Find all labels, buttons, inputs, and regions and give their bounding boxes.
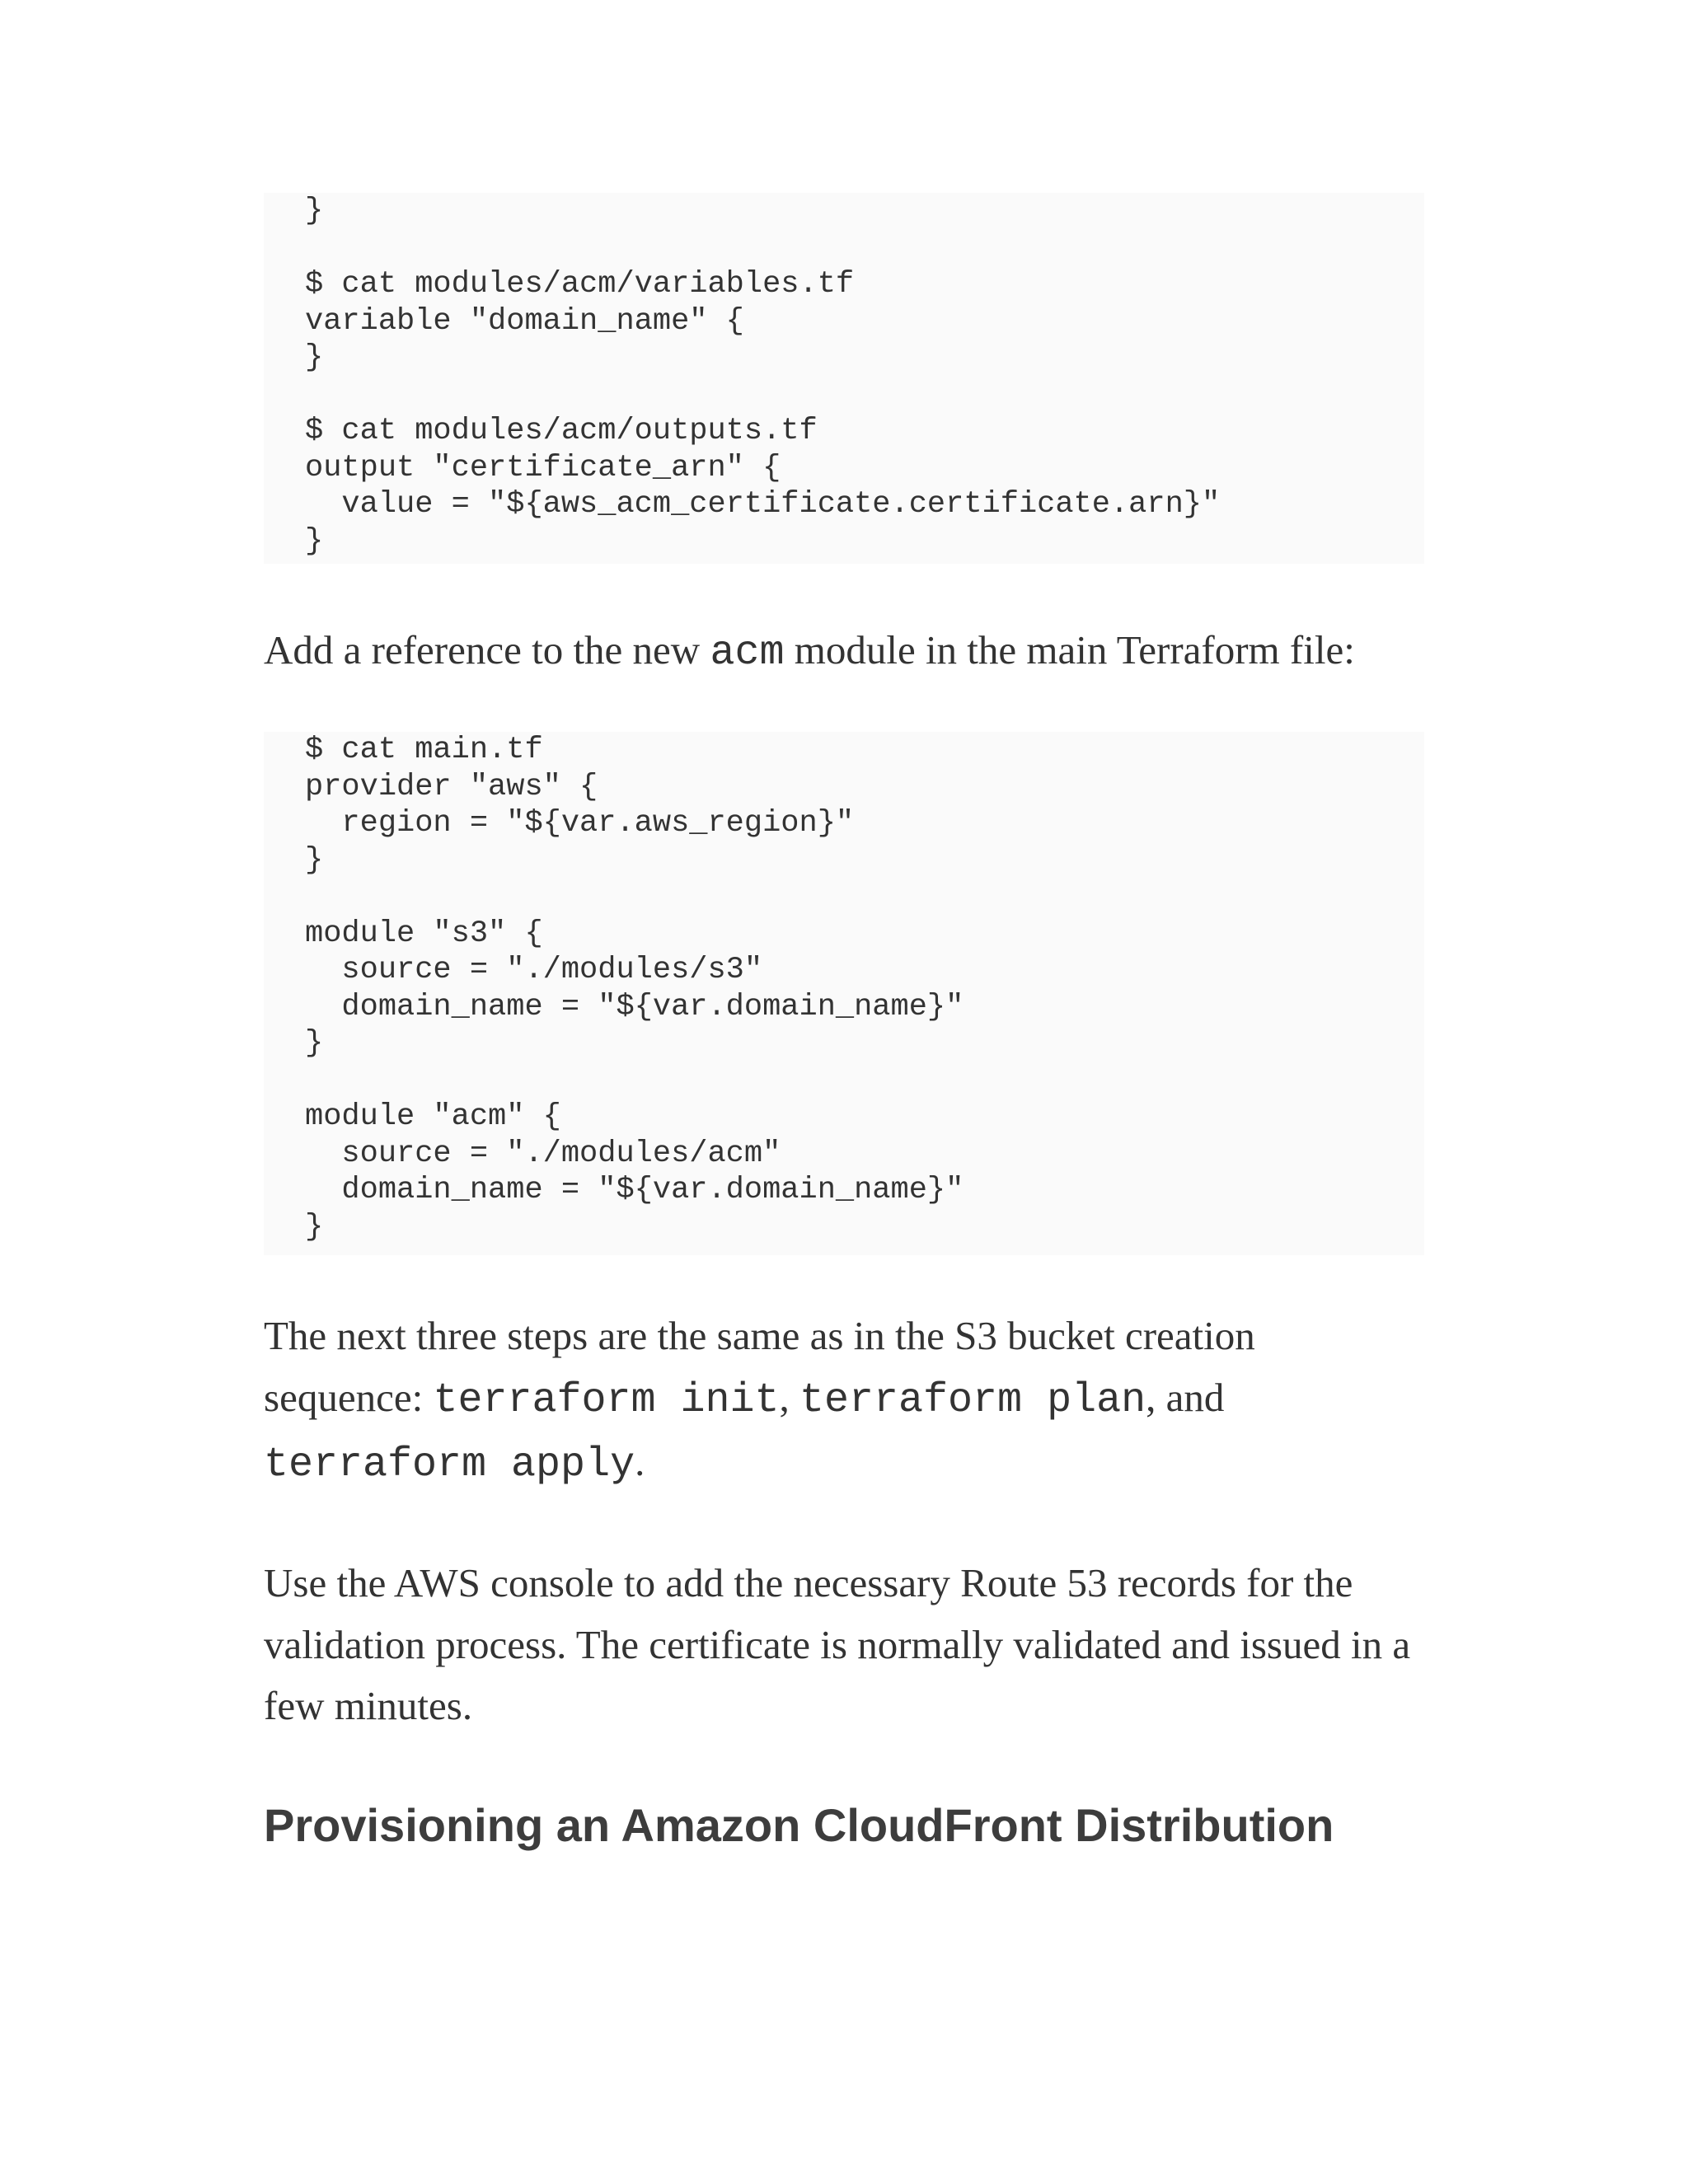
paragraph-next-steps: [264, 1305, 1418, 1497]
code-blank-line: [305, 879, 1424, 916]
code-line: domain_name = "${var.domain_name}": [305, 989, 964, 1024]
code-line: }: [305, 1026, 324, 1061]
inline-code-terraform-init: terraform init: [433, 1376, 780, 1424]
code-line: domain_name = "${var.domain_name}": [305, 1173, 964, 1207]
paragraph-text: , and: [1146, 1374, 1225, 1420]
paragraph-text: The next three steps are the same as in the S3 bucket creation sequence:: [264, 1313, 1255, 1420]
code-line: }: [305, 842, 324, 878]
paragraph-text: Add a reference to the new: [264, 627, 710, 673]
code-line: $ cat modules/acm/outputs.tf: [305, 414, 818, 448]
code-line: }: [305, 194, 324, 228]
code-line: $ cat modules/acm/variables.tf: [305, 267, 855, 302]
code-line: }: [305, 1209, 324, 1244]
inline-code-terraform-apply: terraform apply: [264, 1441, 635, 1488]
code-line: module "s3" {: [305, 916, 543, 951]
code-line: $ cat main.tf: [305, 733, 543, 767]
code-blank-line: [305, 377, 1424, 414]
code-line: variable "domain_name" {: [305, 303, 744, 339]
code-line: }: [305, 523, 324, 559]
code-line: module "acm" {: [305, 1099, 561, 1134]
code-line: provider "aws" {: [305, 769, 598, 804]
code-block-acm-files: [264, 193, 1424, 564]
paragraph-text: .: [635, 1439, 645, 1484]
code-blank-line: [305, 1062, 1424, 1099]
inline-code-terraform-plan: terraform plan: [799, 1376, 1146, 1424]
code-line: output "certificate_arn" {: [305, 450, 781, 485]
code-line: source = "./modules/s3": [305, 953, 763, 987]
inline-code-acm: acm: [710, 630, 785, 677]
code-line: }: [305, 340, 324, 375]
code-blank-line: [305, 230, 1424, 267]
paragraph-text: ,: [779, 1374, 800, 1420]
code-block-main-tf: [264, 732, 1424, 1255]
code-line: region = "${var.aws_region}": [305, 806, 855, 841]
paragraph-text: module in the main Terraform file:: [784, 627, 1355, 673]
paragraph-add-reference: [264, 620, 1418, 685]
code-line: value = "${aws_acm_certificate.certificate.arn}": [305, 487, 1221, 522]
section-heading: Provisioning an Amazon CloudFront Distribution: [264, 1799, 1334, 1851]
code-line: source = "./modules/acm": [305, 1136, 781, 1171]
paragraph-route53: Use the AWS console to add the necessary Route 53 records for the validation process. The certificate is normally validated and issued in a few minutes.: [264, 1560, 1411, 1728]
